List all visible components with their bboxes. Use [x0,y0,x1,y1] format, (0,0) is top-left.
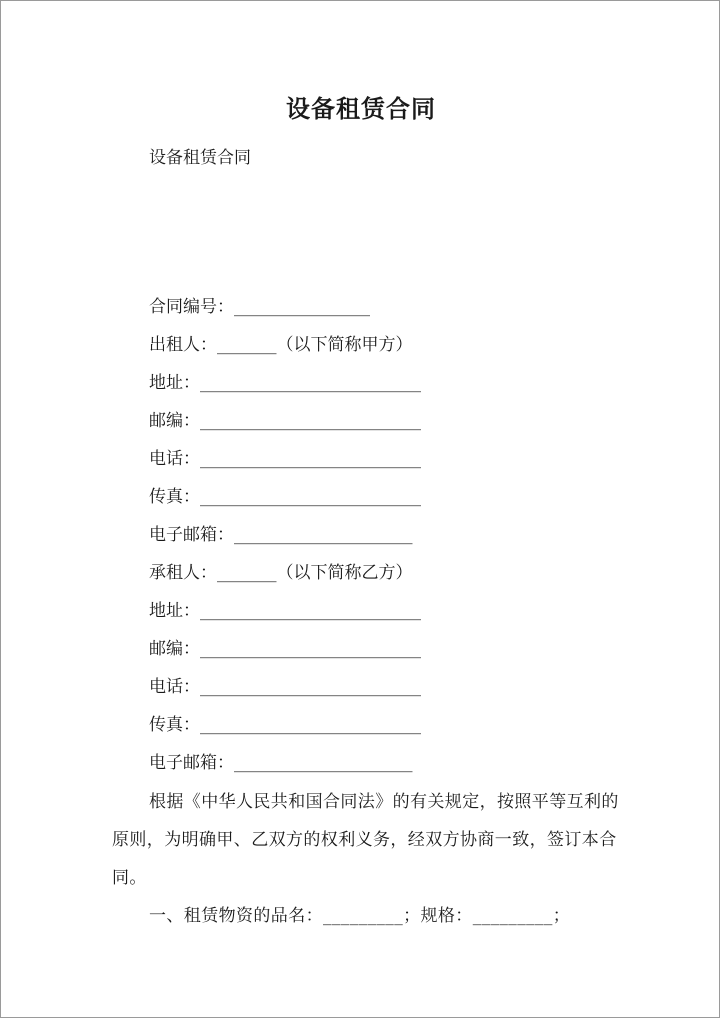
field-lessee: 承租人：_______（以下简称乙方） [149,563,413,583]
field-lessor: 出租人：_______（以下简称甲方） [149,335,413,355]
field-lessor-email: 电子邮箱：_____________________ [149,525,413,545]
document-subtitle: 设备租赁合同 [149,148,251,168]
field-lessor-postcode: 邮编：__________________________ [149,411,421,431]
field-lessor-fax: 传真：__________________________ [149,487,421,507]
field-lessee-email: 电子邮箱：_____________________ [149,753,413,773]
field-lessee-phone: 电话：__________________________ [149,677,421,697]
document-title: 设备租赁合同 [286,94,436,123]
field-lessee-address: 地址：__________________________ [149,601,421,621]
field-lessor-address: 地址：__________________________ [149,373,421,393]
field-contract-number: 合同编号：________________ [149,297,370,317]
field-lessee-fax: 传真：__________________________ [149,715,421,735]
intro-paragraph: 根据《中华人民共和国合同法》的有关规定，按照平等互利的原则，为明确甲、乙双方的权利义务，经双方协商一致，签订本合同。 [112,792,619,888]
field-lessor-phone: 电话：__________________________ [149,449,421,469]
clause-1: 一、租赁物资的品名：_________；规格：_________； [149,906,571,926]
field-lessee-postcode: 邮编：__________________________ [149,639,421,659]
